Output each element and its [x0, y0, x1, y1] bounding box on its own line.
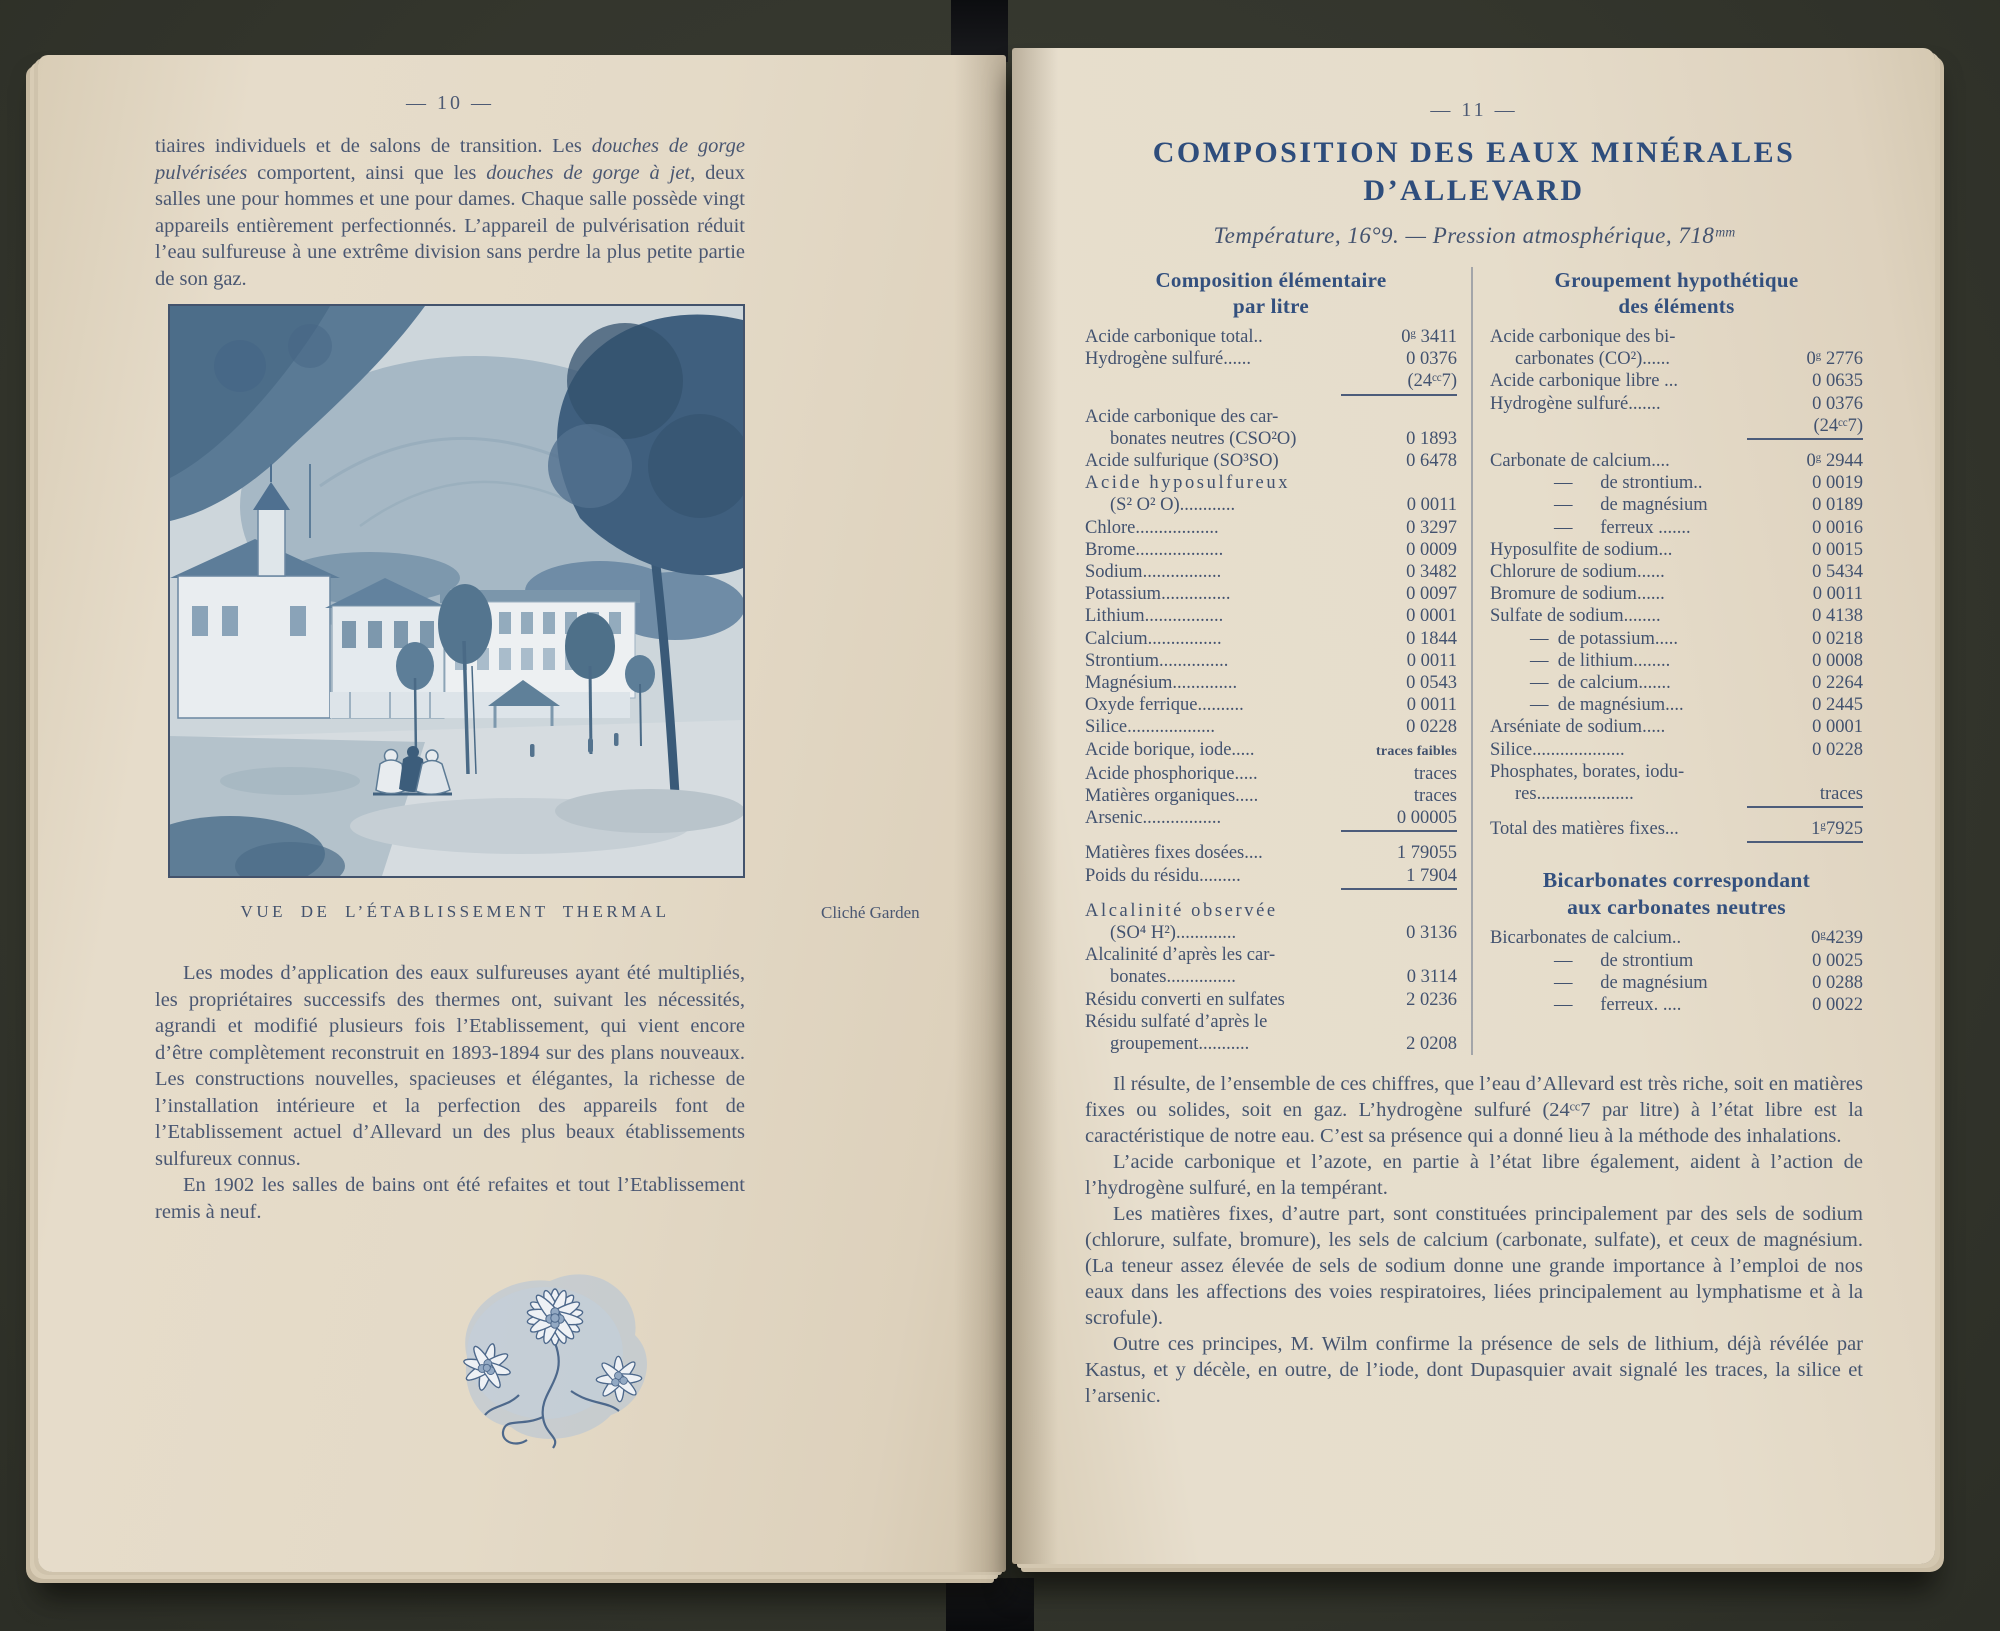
bookmark-ribbon-top	[951, 0, 1008, 62]
table-row	[1490, 694, 1863, 716]
row-label: Sodium.................	[1085, 562, 1222, 583]
row-label: Acide sulfurique (SO³SO)	[1085, 451, 1279, 472]
figure-credit: Cliché Garden	[821, 903, 920, 922]
bicarbonates-header	[1490, 867, 1863, 921]
page-title	[1085, 134, 1863, 210]
row-label: Hyposulfite de sodium...	[1490, 539, 1673, 560]
row-label: Matières organiques.....	[1085, 786, 1259, 807]
row-label: Arséniate de sodium.....	[1490, 717, 1666, 738]
row-label: (SO⁴ H²).............	[1110, 923, 1237, 944]
table-row	[1490, 415, 1863, 440]
table-row	[1085, 472, 1457, 494]
table-row	[1085, 922, 1457, 944]
table-row	[1490, 539, 1863, 561]
table-row	[1490, 370, 1863, 392]
table-row	[1085, 605, 1457, 627]
page-number-right: — 11 —	[1430, 99, 1518, 121]
row-label: — de strontium..	[1554, 473, 1703, 494]
row-label: Matières fixes dosées....	[1085, 843, 1263, 864]
row-label: Bromure de sodium......	[1490, 584, 1665, 605]
paragraph: Les matières fixes, d’autre part, sont constituées principalement par des sels de sodium (chlorure, sulfate, bromure), les sels de calcium (carbonate, sulfate), et ceux de magnésium. (La teneur assez élevée de sels de sodium donne une grande importance à l’emploi de nos eaux dans les affections des voies respiratoires, liées principalement au lymphatisme et à la scrofule).	[1085, 1203, 1863, 1330]
row-value: 0 1844	[1406, 628, 1457, 649]
table-row	[1085, 785, 1457, 807]
row-value: 0ᵍ 3411	[1401, 327, 1457, 347]
row-label: Acide carbonique des bi-	[1490, 327, 1676, 347]
header-line: aux carbonates neutres	[1567, 895, 1786, 920]
table-row	[1085, 763, 1457, 785]
row-value: 0 0008	[1812, 650, 1863, 671]
row-label: — ferreux .......	[1554, 517, 1691, 538]
row-value: 0 0189	[1812, 495, 1863, 516]
row-value: 0 0001	[1812, 717, 1863, 738]
row-value: 0 0011	[1406, 695, 1457, 716]
row-label: Acide carbonique libre ...	[1490, 371, 1679, 392]
table-row	[1085, 494, 1457, 516]
table-row	[1085, 326, 1457, 348]
table-row	[1085, 370, 1457, 395]
row-label: Calcium................	[1085, 628, 1222, 649]
row-label: Hydrogène sulfuré.......	[1490, 393, 1661, 414]
table-row	[1085, 900, 1457, 922]
header-line: Bicarbonates correspondant	[1542, 868, 1811, 893]
table-row	[1085, 989, 1457, 1011]
paragraph: L’acide carbonique et l’azote, en partie à l’état libre également, aident à l’action de l’hydrogène sulfuré, en la tempérant.	[1085, 1151, 1863, 1200]
table-row	[1085, 561, 1457, 583]
photo-illustration	[170, 306, 743, 876]
page-right-content	[1085, 98, 1863, 1409]
text-segment: douches de gorge à jet,	[486, 161, 696, 184]
table-row	[1490, 818, 1863, 843]
row-label: Résidu sulfaté d’après le	[1085, 1011, 1268, 1032]
row-value: 0 0019	[1812, 473, 1863, 494]
row-value: 0 0288	[1812, 972, 1863, 993]
table-row	[1085, 583, 1457, 605]
row-label: — de magnésium....	[1530, 695, 1684, 716]
row-value: 0 0025	[1812, 950, 1863, 971]
paragraph: Les modes d’application des eaux sulfureuses ayant été multipliés, les propriétaires successifs des thermes ont, suivant les nécessités, agrandi et modifié plusieurs fois l’Etablissement, qui vient encore d’être complètement reconstruit en 1893-1894 sur des plans nouveaux. Les constructions nouvelles, spacieuses et élégantes, la richesse de l’installation intérieure et la perfection des appareils font de l’Etablissement actuel d’Allevard un des plus beaux établissements sulfureux connus.	[155, 962, 745, 1170]
text-segment: comportent, ainsi que les	[247, 161, 487, 184]
table-row	[1085, 428, 1457, 450]
row-value: traces faibles	[1376, 743, 1457, 759]
composition-rows	[1085, 326, 1457, 1055]
table-row	[1490, 950, 1863, 972]
page-number-left: — 10 —	[406, 92, 494, 114]
row-label: — de lithium........	[1530, 650, 1671, 671]
title-line-1: COMPOSITION DES EAUX MINÉRALES	[1152, 136, 1796, 169]
composition-table	[1085, 267, 1863, 1055]
temperature-pressure-line: Température, 16°9. — Pression atmosphérique, 718ᵐᵐ	[1213, 223, 1735, 248]
table-row	[1085, 539, 1457, 561]
row-label: Oxyde ferrique..........	[1085, 695, 1244, 716]
row-label: — ferreux. ....	[1554, 995, 1682, 1016]
paragraph: Il résulte, de l’ensemble de ces chiffres, que l’eau d’Allevard est très riche, soit en matières fixes ou solides, soit en gaz. L’hydrogène sulfuré (24ᶜᶜ7 par litre) à l’état libre est la caractéristique de notre eau. C’est sa présence qui a donné lieu à la méthode des inhalations.	[1085, 1073, 1863, 1148]
table-row	[1490, 783, 1863, 808]
row-value: (24ᶜᶜ7)	[1747, 415, 1863, 440]
row-label: Bicarbonates de calcium..	[1490, 928, 1682, 949]
row-value: 1 7904	[1341, 865, 1457, 890]
table-row	[1085, 1011, 1457, 1033]
row-label: — de calcium.......	[1530, 673, 1671, 694]
row-value: 0 0011	[1812, 584, 1863, 605]
header-line: Composition élémentaire	[1155, 268, 1387, 292]
row-value: 2 0208	[1406, 1034, 1457, 1055]
row-label: Carbonate de calcium....	[1490, 451, 1670, 472]
row-label: — de strontium	[1554, 950, 1694, 971]
table-row	[1490, 650, 1863, 672]
row-label: Strontium...............	[1085, 650, 1229, 671]
table-row	[1490, 716, 1863, 738]
row-value: 0 0097	[1406, 584, 1457, 605]
row-value: 0 0011	[1406, 495, 1457, 516]
row-label: carbonates (CO²)......	[1515, 349, 1671, 370]
table-row	[1085, 672, 1457, 694]
row-label: — de magnésium	[1554, 972, 1708, 993]
row-label: Brome...................	[1085, 539, 1224, 560]
table-row	[1085, 966, 1457, 988]
header-line: Groupement hypothétique	[1554, 268, 1799, 292]
row-label: Alcalinité observée	[1085, 900, 1278, 921]
paragraph: En 1902 les salles de bains ont été refaites et tout l’Etablissement remis à neuf.	[155, 1174, 745, 1223]
table-row	[1490, 583, 1863, 605]
row-label: Magnésium..............	[1085, 673, 1238, 694]
row-label: Sulfate de sodium........	[1490, 606, 1661, 627]
table-row	[1490, 561, 1863, 583]
row-value: traces	[1413, 786, 1457, 807]
table-row	[1085, 739, 1457, 763]
table-row	[1490, 348, 1863, 370]
table-row	[1490, 450, 1863, 472]
row-value: 2 0236	[1406, 989, 1457, 1010]
row-value: traces	[1747, 783, 1863, 808]
row-value: 1ᵍ7925	[1747, 818, 1863, 843]
row-value: (24ᶜᶜ7)	[1341, 370, 1457, 395]
row-value: 0 0543	[1406, 673, 1457, 694]
row-label: Silice...................	[1085, 717, 1216, 738]
table-row	[1085, 865, 1457, 890]
row-label: groupement...........	[1110, 1034, 1250, 1055]
table-row	[1490, 517, 1863, 539]
row-value: 0 6478	[1406, 451, 1457, 472]
row-value: 0 3136	[1406, 923, 1457, 944]
composition-column-header	[1085, 267, 1457, 319]
table-row	[1490, 739, 1863, 761]
row-value: 0 0228	[1406, 717, 1457, 738]
row-value: 0 0022	[1812, 995, 1863, 1016]
row-value: 0 3482	[1406, 562, 1457, 583]
row-value: 0 0011	[1406, 650, 1457, 671]
figure-caption: VUE DE L’ÉTABLISSEMENT THERMAL	[240, 902, 670, 921]
table-row	[1490, 994, 1863, 1016]
text-segment: douches de gorge pulvérisées	[155, 135, 745, 184]
row-value: 0 0218	[1812, 628, 1863, 649]
edelweiss-ornament	[427, 1245, 665, 1450]
row-value: 0 2445	[1812, 695, 1863, 716]
row-value: 0 3114	[1406, 967, 1457, 988]
row-label: Acide hyposulfureux	[1085, 473, 1291, 494]
row-label: Chlorure de sodium......	[1490, 562, 1665, 583]
row-value: 0 3297	[1406, 517, 1457, 538]
text-segment: tiaires individuels et de salons de transition. Les	[155, 135, 592, 157]
row-value: 0 5434	[1812, 562, 1863, 583]
row-label: Poids du résidu.........	[1085, 865, 1241, 886]
page-left-content	[155, 91, 920, 1455]
table-row	[1085, 1033, 1457, 1055]
header-line: des éléments	[1618, 294, 1735, 318]
table-row	[1085, 650, 1457, 672]
groupement-column	[1471, 267, 1863, 1055]
row-label: — de potassium.....	[1530, 628, 1678, 649]
body-paragraphs	[1085, 1071, 1863, 1409]
table-row	[1085, 842, 1457, 864]
groupement-rows	[1490, 326, 1863, 843]
row-label: Chlore..................	[1085, 517, 1219, 538]
row-label: Arsenic.................	[1085, 808, 1222, 829]
table-row	[1085, 628, 1457, 650]
row-label: Acide phosphorique.....	[1085, 763, 1258, 784]
row-label: — de magnésium	[1554, 495, 1708, 516]
row-value: 0 00005	[1341, 807, 1457, 832]
figure-caption-row	[155, 902, 945, 928]
row-value: traces	[1413, 763, 1457, 784]
row-label: Hydrogène sulfuré......	[1085, 349, 1251, 370]
row-label: bonates...............	[1110, 967, 1236, 988]
row-value: 0 0016	[1812, 517, 1863, 538]
row-label: Potassium...............	[1085, 584, 1231, 605]
page-right	[1012, 48, 1935, 1564]
groupement-column-header	[1490, 267, 1863, 319]
bicarbonates-rows	[1490, 927, 1863, 1016]
bookmark-ribbon-bottom	[946, 1578, 1034, 1631]
table-row	[1490, 927, 1863, 949]
row-label: Alcalinité d’après les car-	[1085, 945, 1276, 966]
row-value: 0 0376	[1812, 393, 1863, 414]
row-value: 0 0009	[1406, 539, 1457, 560]
row-value: 0 0001	[1406, 606, 1457, 627]
table-row	[1085, 807, 1457, 832]
row-value: 0 2264	[1812, 673, 1863, 694]
row-label: Acide carbonique total..	[1085, 327, 1263, 347]
table-row	[1085, 716, 1457, 738]
row-value: 0 1893	[1406, 428, 1457, 449]
table-row	[1085, 517, 1457, 539]
table-row	[1490, 326, 1863, 348]
table-row	[1490, 393, 1863, 415]
table-row	[1085, 944, 1457, 966]
table-row	[1085, 406, 1457, 428]
row-value: 0ᵍ 2944	[1806, 451, 1863, 472]
table-row	[1490, 494, 1863, 516]
header-line: par litre	[1233, 294, 1309, 318]
row-label: Silice....................	[1490, 739, 1625, 760]
row-value: 0ᵍ 2776	[1806, 349, 1863, 370]
paragraph: Outre ces principes, M. Wilm confirme la présence de sels de lithium, déjà révélée par Kastus, et y décèle, en outre, de l’iode, dont Dupasquier avait signalé les traces, la silice et l’arsenic.	[1085, 1333, 1863, 1408]
page-left	[38, 55, 1006, 1572]
table-row	[1490, 761, 1863, 783]
row-label: Acide carbonique des car-	[1085, 406, 1279, 427]
row-label: bonates neutres (CSO²O)	[1110, 428, 1297, 449]
row-value: 0ᵍ4239	[1811, 928, 1863, 949]
table-row	[1085, 694, 1457, 716]
paragraph	[155, 133, 745, 292]
row-label: Acide borique, iode.....	[1085, 739, 1255, 760]
title-line-2: D’ALLEVARD	[1363, 174, 1585, 207]
row-value: 0 0635	[1812, 371, 1863, 392]
text-segment: deux salles une pour hommes et une pour dames. Chaque salle possède vingt appareils entièrement perfectionnés. L’appareil de pulvérisation réduit l’eau sulfureuse à une extrême division sans perdre la plus petite partie de son gaz.	[155, 161, 745, 290]
table-row	[1490, 628, 1863, 650]
row-label: Résidu converti en sulfates	[1085, 989, 1285, 1010]
row-value: 0 4138	[1812, 606, 1863, 627]
table-row	[1085, 348, 1457, 370]
row-value: 1 79055	[1396, 843, 1457, 864]
table-row	[1490, 605, 1863, 627]
row-label: (S² O² O)............	[1110, 495, 1236, 516]
table-row	[1490, 972, 1863, 994]
table-row	[1490, 472, 1863, 494]
row-label: Lithium.................	[1085, 606, 1224, 627]
composition-column	[1085, 267, 1457, 1055]
thermal-establishment-photo	[168, 304, 745, 878]
row-label: res.....................	[1515, 784, 1634, 805]
row-label: Total des matières fixes...	[1490, 819, 1679, 840]
row-value: 0 0228	[1812, 739, 1863, 760]
table-row	[1490, 672, 1863, 694]
row-value: 0 0376	[1406, 349, 1457, 370]
row-label: Phosphates, borates, iodu-	[1490, 761, 1685, 782]
table-row	[1085, 450, 1457, 472]
row-value: 0 0015	[1812, 539, 1863, 560]
